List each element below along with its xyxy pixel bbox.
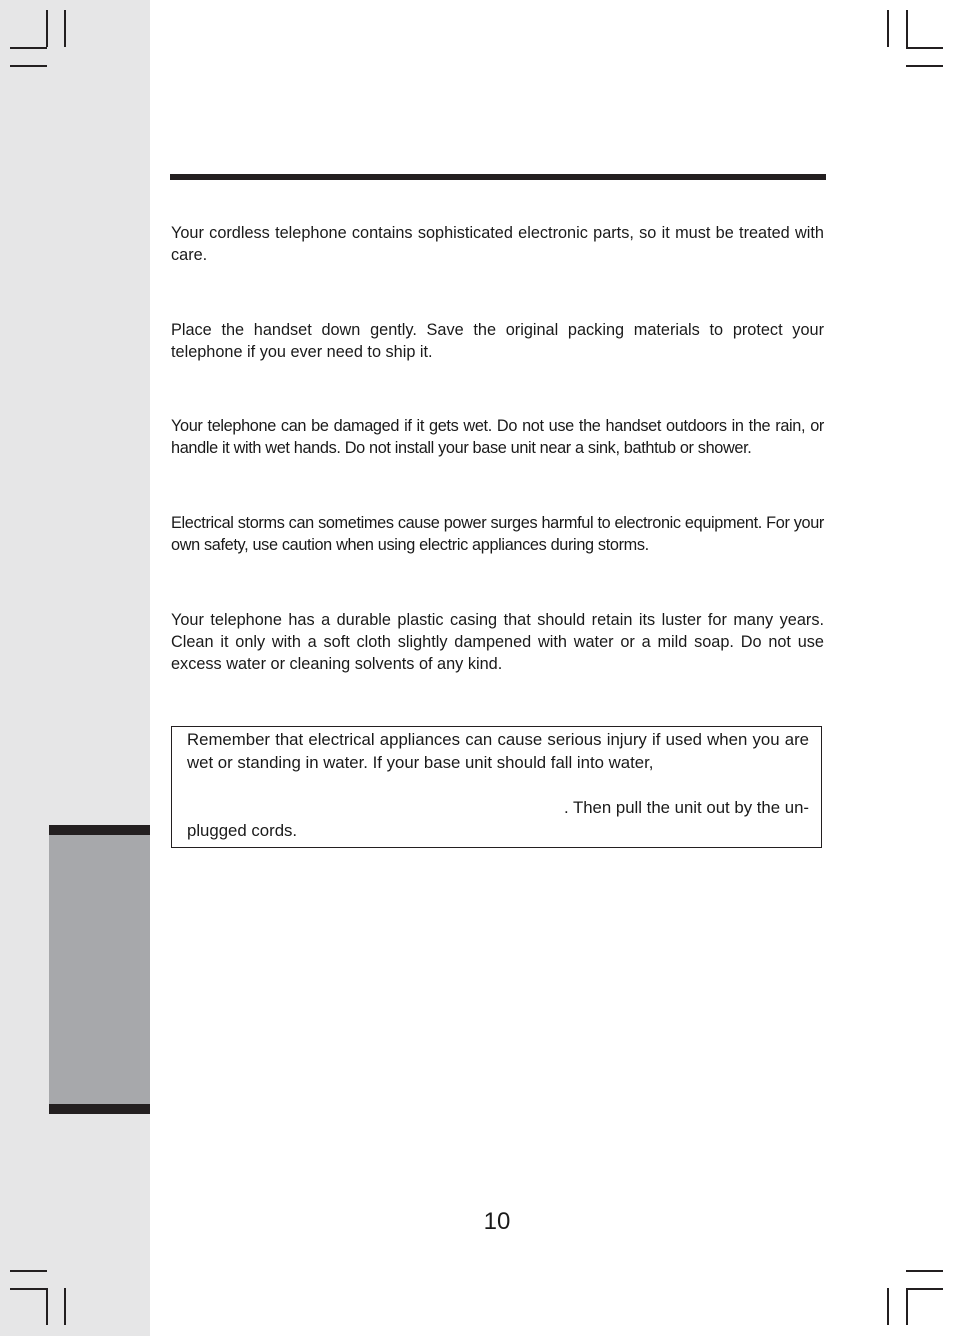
side-tab-bottom-bar bbox=[49, 1104, 150, 1114]
crop-mark bbox=[887, 1288, 889, 1325]
warning-text-3: plugged cords. bbox=[187, 821, 298, 840]
side-section-tab bbox=[49, 825, 150, 1114]
crop-mark bbox=[906, 47, 943, 49]
crop-mark bbox=[10, 1270, 47, 1272]
paragraph-water: Your telephone can be damaged if it gets wet. Do not use the handset outdoors in the rain, or handle it with wet hands. Do not install your base unit near a sink, bathtub or shower. bbox=[171, 417, 824, 457]
warning-text-1: Remember that electrical appliances can cause serious injury if used when you are wet or standing in water. If your base unit should fall into water, bbox=[187, 730, 809, 772]
side-tab-top-bar bbox=[49, 825, 150, 835]
crop-mark bbox=[906, 10, 908, 47]
crop-mark bbox=[64, 1288, 66, 1325]
left-margin-strip bbox=[0, 0, 150, 1336]
crop-mark bbox=[906, 1288, 908, 1325]
warning-box bbox=[171, 726, 822, 848]
crop-mark bbox=[887, 10, 889, 47]
crop-mark bbox=[906, 1270, 943, 1272]
crop-mark bbox=[906, 1288, 943, 1290]
paragraph-handling: Place the handset down gently. Save the original packing materials to protect your telephone if you ever need to ship it. bbox=[171, 321, 824, 361]
crop-mark bbox=[10, 47, 47, 49]
crop-mark bbox=[46, 10, 48, 47]
paragraph-cleaning: Your telephone has a durable plastic casing that should retain its luster for many years. Clean it only with a soft cloth slightly dampened with water or a mild soap. Do not use excess water or cleaning solvents of any kind. bbox=[171, 611, 824, 673]
paragraph-storms: Electrical storms can sometimes cause power surges harmful to electronic equipment. For your own safety, use caution when using electric appliances during storms. bbox=[171, 514, 824, 554]
crop-mark bbox=[10, 1288, 47, 1290]
crop-mark bbox=[10, 65, 47, 67]
warning-text-2: . Then pull the unit out by the un- bbox=[563, 798, 809, 817]
paragraph-care: Your cordless telephone contains sophisticated electronic parts, so it must be treated with care. bbox=[171, 224, 824, 264]
crop-mark bbox=[64, 10, 66, 47]
page-number: 10 bbox=[483, 1208, 511, 1235]
crop-mark bbox=[906, 65, 943, 67]
section-rule bbox=[170, 174, 826, 180]
crop-mark bbox=[46, 1288, 48, 1325]
